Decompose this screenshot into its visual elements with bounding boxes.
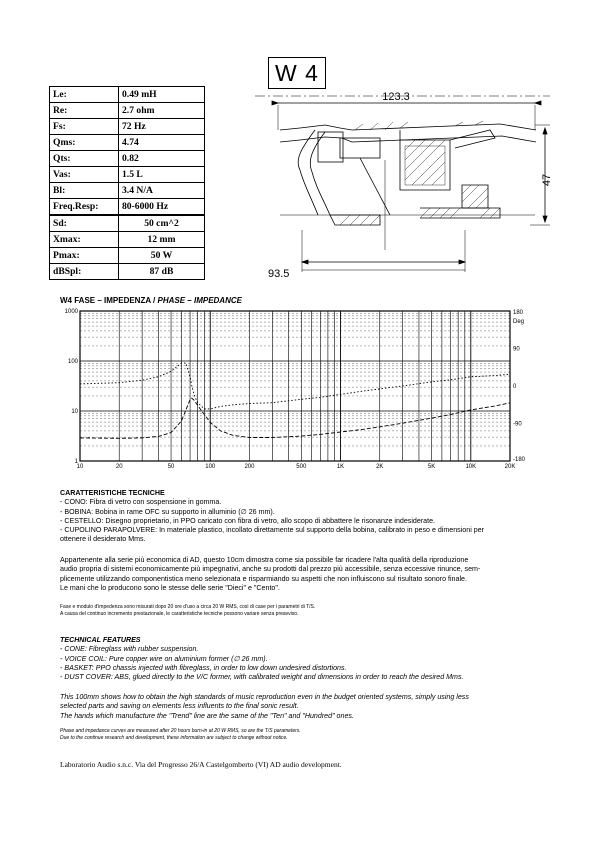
tech-heading-it: CARATTERISTICHE TECNICHE xyxy=(60,489,165,497)
text-line: This 100mm shows how to obtain the high standards of music reproduction even in the budget oriented systems, simply using less xyxy=(60,693,469,701)
x-tick-label: 20K xyxy=(504,464,516,470)
specs-table-secondary xyxy=(49,215,205,280)
text-line: - CONE: Fibreglass with rubber suspension. xyxy=(60,645,199,654)
spec-value: 2.7 ohm xyxy=(119,103,205,119)
x-tick-label: 10 xyxy=(76,464,84,470)
text-line: - BOBINA: Bobina in rame OFC su supporto in alluminio (∅ 26 mm). xyxy=(60,507,275,516)
spec-row xyxy=(50,183,205,199)
note-line: A causa del continuo incremento prestazionale, le caratteristiche tecniche possono variare senza preavviso. xyxy=(60,610,299,617)
spec-row xyxy=(50,199,205,215)
x-tick-label: 200 xyxy=(244,464,255,470)
text-line: - DUST COVER: ABS, glued directly to the V/C former, with calibrated weight and dimensions in order to reach the desired Mms. xyxy=(60,673,464,682)
spec-row xyxy=(50,167,205,183)
spec-label: Sd: xyxy=(50,216,119,232)
y-left-tick-label: 1 xyxy=(74,459,78,465)
spec-value: 3.4 N/A xyxy=(119,183,205,199)
chart-heading: W4 FASE – IMPEDENZA / PHASE – IMPEDANCE xyxy=(60,296,242,305)
tech-features-it xyxy=(60,489,540,545)
x-tick-label: 50 xyxy=(167,464,175,470)
specs-table-primary xyxy=(49,86,205,215)
spec-label: Freq.Resp: xyxy=(50,199,119,215)
spec-row xyxy=(50,248,205,264)
spec-value: 50 W xyxy=(119,248,205,264)
text-line: ottenere il desiderato Mms. xyxy=(60,535,146,544)
y-left-tick-label: 10 xyxy=(71,409,78,415)
spec-row xyxy=(50,103,205,119)
y-right-tick-label: -180 xyxy=(513,457,526,463)
x-tick-label: 20 xyxy=(115,464,123,470)
chart-frame xyxy=(80,311,510,461)
x-tick-label: 1K xyxy=(336,464,345,470)
tech-heading-en: TECHNICAL FEATURES xyxy=(60,636,141,644)
model-title: W 4 xyxy=(268,57,326,89)
note-it xyxy=(60,604,540,618)
text-line: Le mani che lo producono sono le stesse delle serie "Dieci" e "Cento". xyxy=(60,583,280,592)
text-line: plicemente utilizzando componentistica meno selezionata e risparmiando su aspetti che non influiscono sul risultato sonoro finale. xyxy=(60,574,467,583)
y-left-tick-label: 100 xyxy=(67,359,78,365)
footer-address: Laboratorio Audio s.n.c. Via del Progresso 26/A Castelgomberto (VI) AD audio development. xyxy=(60,760,342,769)
phase-impedance-chart xyxy=(55,305,535,473)
y-right-tick-label: 180 xyxy=(513,310,524,316)
tech-features-en xyxy=(60,636,540,682)
spec-value: 50 cm^2 xyxy=(119,216,205,232)
spec-row xyxy=(50,151,205,167)
x-tick-label: 500 xyxy=(296,464,307,470)
y-right-tick-label: 90 xyxy=(513,346,520,353)
text-line: - VOICE COIL: Pure copper wire on aluminium former (∅ 26 mm). xyxy=(60,654,268,663)
spec-value: 4.74 xyxy=(119,135,205,151)
x-tick-label: 100 xyxy=(205,464,216,470)
spec-row xyxy=(50,119,205,135)
spec-label: Pmax: xyxy=(50,248,119,264)
spec-label: Re: xyxy=(50,103,119,119)
spec-label: Xmax: xyxy=(50,232,119,248)
text-line: - CESTELLO: Disegno proprietario, in PPO caricato con fibra di vetro, allo scopo di abbattere le risonanze indesiderate. xyxy=(60,516,435,525)
y-right-tick-label: Deg xyxy=(513,319,525,325)
y-right-tick-label: -90 xyxy=(513,421,522,428)
note-line: Phase and impedance curves are measured after 20 hours burn-in at 20 W RMS, so are the T/S parameters. xyxy=(60,728,301,734)
spec-value: 12 mm xyxy=(119,232,205,248)
description-en xyxy=(60,693,540,721)
spec-label: Le: xyxy=(50,87,119,103)
spec-value: 72 Hz xyxy=(119,119,205,135)
y-right-tick-label: 0 xyxy=(513,384,517,390)
spec-value: 0.49 mH xyxy=(119,87,205,103)
speaker-section-drawing xyxy=(240,90,560,280)
phase-curve xyxy=(80,363,510,409)
spec-value: 87 dB xyxy=(119,264,205,280)
dim-width-label: 123.3 xyxy=(382,91,410,103)
spec-label: Bl: xyxy=(50,183,119,199)
impedance-curve xyxy=(80,398,510,438)
spec-row xyxy=(50,216,205,232)
spec-value: 1.5 L xyxy=(119,167,205,183)
text-line: - CONO: Fibra di vetro con sospensione in gomma. xyxy=(60,498,222,507)
text-line: The hands which manufacture the "Trend" line are the same of the "Ten" and "Hundred" ones. xyxy=(60,711,354,720)
spec-label: Fs: xyxy=(50,119,119,135)
spec-label: dBSpl: xyxy=(50,264,119,280)
x-tick-label: 5K xyxy=(427,464,436,470)
description-it xyxy=(60,556,540,593)
spec-label: Qms: xyxy=(50,135,119,151)
note-line: Fase e modulo d'impedenza sono misurati dopo 20 ore d'uso a circa 20 W RMS, così di case per i parametri di T/S. xyxy=(60,604,316,610)
spec-row xyxy=(50,135,205,151)
note-en xyxy=(60,728,540,742)
spec-label: Vas: xyxy=(50,167,119,183)
text-line: - CUPOLINO PARAPOLVERE: In materiale plastico, incollato direttamente sul supporto della bobina, calibrato in peso e dimensioni per xyxy=(60,526,484,535)
spec-row xyxy=(50,87,205,103)
text-line: - BASKET: PPO chassis injected with fibreglass, in order to low down undesired distortions. xyxy=(60,663,347,672)
spec-label: Qts: xyxy=(50,151,119,167)
spec-value: 80-6000 Hz xyxy=(119,199,205,215)
x-tick-label: 2K xyxy=(376,464,384,470)
text-line: Appartenente alla serie più economica di AD, questo 10cm dimostra come sia possibile far ricadere l'alta qualità della riproduzione xyxy=(60,556,469,564)
x-tick-label: 10K xyxy=(465,464,477,470)
spec-row xyxy=(50,232,205,248)
text-line: audio propria di sistemi economicamente più impegnativi, anche su prodotti dal prezzo più accessibile, senza eccessive rinunce, sem- xyxy=(60,565,481,574)
dim-bottom-label: 93.5 xyxy=(268,268,290,280)
spec-value: 0.82 xyxy=(119,151,205,167)
y-left-tick-label: 1000 xyxy=(64,309,78,315)
note-line: Due to the continue research and development, these information are subject to change without notice. xyxy=(60,734,288,741)
spec-row xyxy=(50,264,205,280)
dim-height-label: 47 xyxy=(541,173,553,187)
text-line: selected parts and saving on elements less influents to the final sonic result. xyxy=(60,702,299,711)
